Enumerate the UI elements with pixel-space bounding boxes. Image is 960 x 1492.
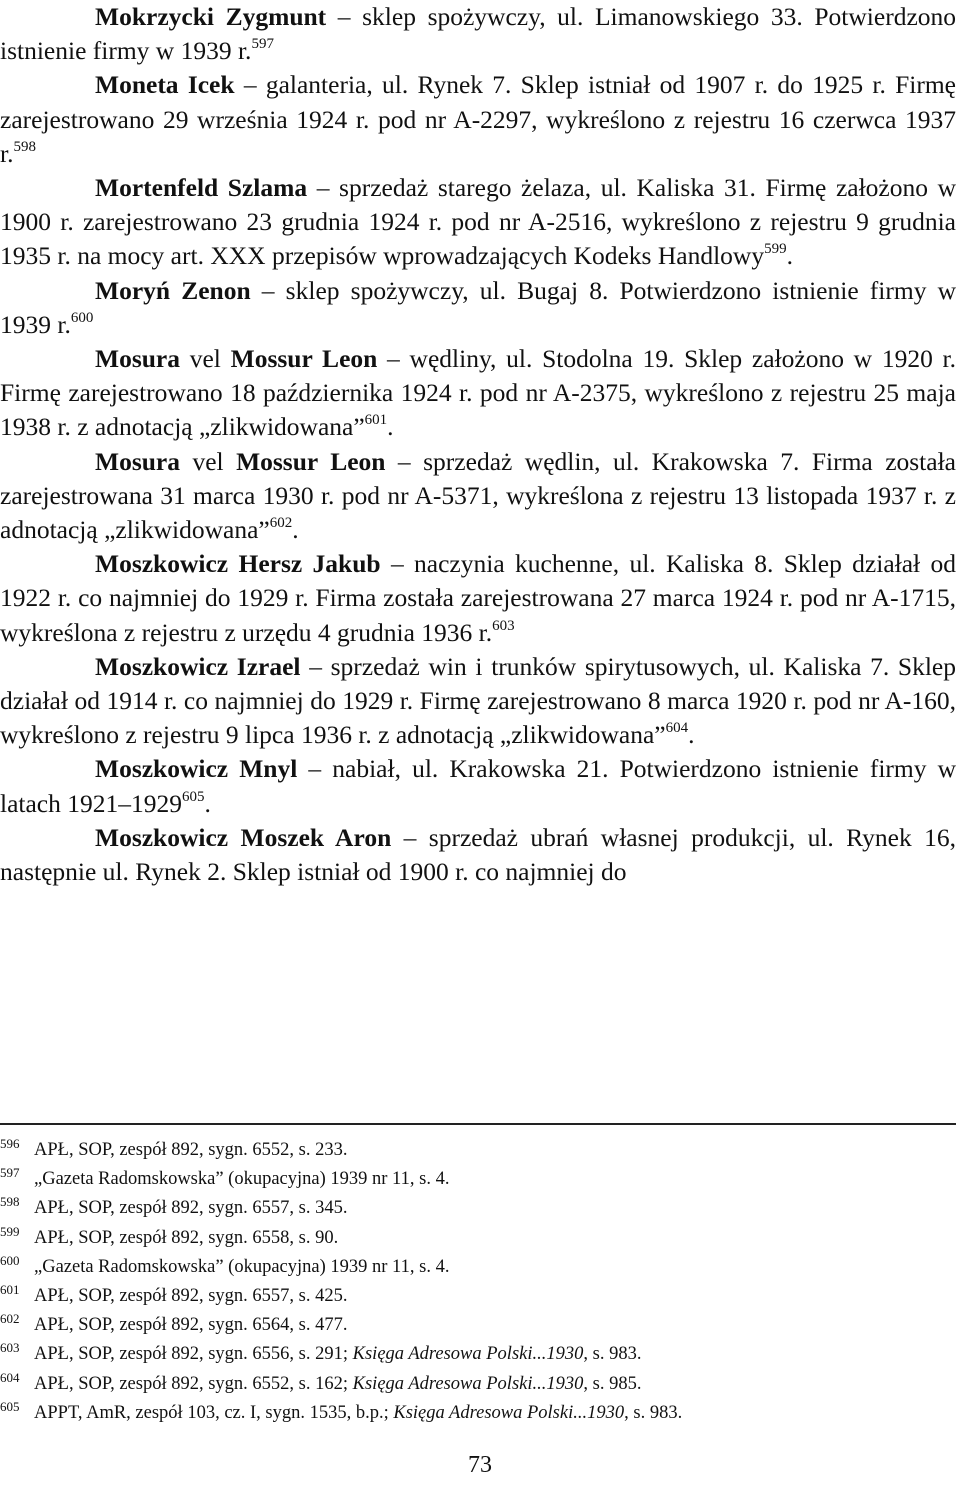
- footnote: 603 APŁ, SOP, zespół 892, sygn. 6556, s. 291; Księga Adresowa Polski...1930, s. 983.: [0, 1340, 642, 1365]
- footnotes: [0, 1136, 956, 1428]
- entry-moneta: [0, 68, 956, 171]
- entry-name: Mortenfeld Szlama: [95, 173, 308, 203]
- entry-text: – nabiał, ul. Krakowska 21. Potwierdzono istnienie firmy w latach 1921–1929: [0, 754, 957, 818]
- entry-end: .: [292, 515, 299, 545]
- footnote: 601 APŁ, SOP, zespół 892, sygn. 6557, s. 425.: [0, 1282, 348, 1307]
- footnote: 604 APŁ, SOP, zespół 892, sygn. 6552, s. 162; Księga Adresowa Polski...1930, s. 985.: [0, 1369, 642, 1394]
- entry-text: – sprzedaż wędlin, ul. Krakowska 7. Firma została zarejestrowana 31 marca 1930 r. pod nr A-5371, wykreślona z rejestru 13 listopada 1937 r. z adnotacją „zlikwidowana”: [0, 446, 956, 545]
- footnote-ref: 600: [70, 309, 94, 326]
- footnote-text: APŁ, SOP, zespół 892, sygn. 6558, s. 90.: [34, 1227, 339, 1248]
- footnote: 599 APŁ, SOP, zespół 892, sygn. 6558, s. 90.: [0, 1223, 339, 1248]
- footnote-ref: 604: [665, 720, 689, 737]
- footnote-text: APŁ, SOP, zespół 892, sygn. 6557, s. 345.: [34, 1198, 348, 1219]
- entry-moszkowicz-izrael: [0, 650, 956, 753]
- entry-end: .: [204, 788, 211, 818]
- entry-name: Mosura: [95, 446, 180, 476]
- entry-mortenfeld: [0, 171, 956, 274]
- footnote-text: APŁ, SOP, zespół 892, sygn. 6552, s. 162;: [34, 1373, 353, 1394]
- entry-name-alt: Mossur Leon: [230, 344, 378, 374]
- footnote-ref: 599: [764, 241, 787, 258]
- footnote-divider: [0, 1123, 956, 1125]
- footnote-ref: 601: [364, 412, 388, 429]
- footnote-title: Księga Adresowa Polski...1930: [352, 1344, 584, 1365]
- footnote: 602 APŁ, SOP, zespół 892, sygn. 6564, s. 477.: [0, 1311, 348, 1336]
- entry-moszkowicz-hersz: [0, 547, 956, 650]
- footnote-ref: 602: [269, 515, 293, 532]
- entry-name: Moryń Zenon: [95, 275, 251, 305]
- entry-moszkowicz-moszek: [0, 821, 956, 889]
- entry-end: .: [786, 241, 793, 271]
- entry-name: Mosura: [95, 344, 180, 374]
- entry-end: .: [387, 412, 394, 442]
- footnote: 600 „Gazeta Radomskowska” (okupacyjna) 1939 nr 11, s. 4.: [0, 1252, 450, 1277]
- footnote-text: „Gazeta Radomskowska” (okupacyjna) 1939 nr 11, s. 4.: [34, 1256, 450, 1277]
- footnote: 605 APPT, AmR, zespół 103, cz. I, sygn. 1535, b.p.; Księga Adresowa Polski...1930, s. 983.: [0, 1398, 683, 1423]
- entry-mosura-2: [0, 445, 956, 548]
- footnote-ref: 603: [492, 617, 515, 634]
- entry-moryn: [0, 274, 956, 342]
- footnote-title: Księga Adresowa Polski...1930: [352, 1373, 584, 1394]
- entry-name: Mokrzycki Zygmunt: [95, 2, 327, 31]
- footnote-text: APPT, AmR, zespół 103, cz. I, sygn. 1535, b.p.;: [34, 1402, 394, 1423]
- footnote-text: APŁ, SOP, zespół 892, sygn. 6564, s. 477.: [34, 1315, 348, 1336]
- footnote-ref: 605: [182, 788, 205, 805]
- footnote: 596 APŁ, SOP, zespół 892, sygn. 6552, s. 233.: [0, 1136, 348, 1160]
- entry-text: – sprzedaż win i trunków spirytusowych, ul. Kaliska 7. Sklep działał od 1914 r. co najmniej do 1929 r. Firmę zarejestrowano 8 marca 1920 r. pod nr A-160, wykreślono z rejestru 9 lipca 1936 r. z adnotacją „zlikwidowana”: [0, 651, 957, 750]
- entry-name: Moneta Icek: [95, 70, 235, 100]
- footnote-ref: 598: [13, 138, 36, 155]
- entry-mosura-1: [0, 342, 956, 445]
- entry-name: Moszkowicz Mnyl: [95, 754, 298, 784]
- footnote-text-end: , s. 983.: [583, 1344, 642, 1365]
- footnote-text: APŁ, SOP, zespół 892, sygn. 6557, s. 425.: [34, 1286, 348, 1307]
- footnote-title: Księga Adresowa Polski...1930: [393, 1402, 625, 1423]
- entry-vel: vel: [180, 344, 231, 374]
- entry-vel: vel: [180, 446, 237, 476]
- footnote-ref: 597: [251, 36, 274, 53]
- entry-text: – sprzedaż ubrań własnej produkcji, ul. Rynek 16, następnie ul. Rynek 2. Sklep istniał od 1900 r. co najmniej do: [0, 822, 956, 887]
- page-number: 73: [468, 1452, 492, 1478]
- entry-name: Moszkowicz Moszek Aron: [95, 822, 392, 852]
- footnote-text: APŁ, SOP, zespół 892, sygn. 6556, s. 291;: [34, 1344, 353, 1365]
- footnote-text: „Gazeta Radomskowska” (okupacyjna) 1939 nr 11, s. 4.: [34, 1169, 450, 1190]
- entry-text: – sprzedaż starego żelaza, ul. Kaliska 31. Firmę założono w 1900 r. zarejestrowano 23 grudnia 1924 r. pod nr A-2516, wykreślono z rejestru 9 grudnia 1935 r. na mocy art. XXX przepisów wprowadzających Kodeks Handlowy: [0, 173, 956, 271]
- entry-text: – galanteria, ul. Rynek 7. Sklep istniał od 1907 r. do 1925 r. Firmę zarejestrowano 29 września 1924 r. pod nr A-2297, wykreślono z rejestru 16 czerwca 1937 r.: [0, 70, 956, 168]
- entry-text: – sklep spożywczy, ul. Limanowskiego 33. Potwierdzono istnienie firmy w 1939 r.: [0, 2, 957, 66]
- entry-text: – wędliny, ul. Stodolna 19. Sklep założono w 1920 r. Firmę zarejestrowano 18 października 1924 r. pod nr A-2375, wykreślono z rejestru 25 maja 1938 r. z adnotacją „zlikwidowana”: [0, 344, 957, 442]
- entry-text: – naczynia kuchenne, ul. Kaliska 8. Sklep działał od 1922 r. co najmniej do 1929 r. Firma została zarejestrowana 27 marca 1924 r. pod nr A-1715, wykreślona z rejestru z urzędu 4 grudnia 1936 r.: [0, 549, 956, 647]
- footnote-text-end: , s. 983.: [624, 1402, 683, 1423]
- entry-name: Moszkowicz Hersz Jakub: [95, 549, 381, 579]
- footnote: 597 „Gazeta Radomskowska” (okupacyjna) 1939 nr 11, s. 4.: [0, 1165, 450, 1190]
- entry-name: Moszkowicz Izrael: [95, 651, 301, 681]
- footnote-text-end: , s. 985.: [583, 1373, 642, 1394]
- footnote: 598 APŁ, SOP, zespół 892, sygn. 6557, s. 345.: [0, 1194, 348, 1219]
- entry-end: .: [688, 720, 695, 750]
- entry-text: – sklep spożywczy, ul. Bugaj 8. Potwierdzono istnienie firmy w 1939 r.: [0, 275, 956, 339]
- entry-moszkowicz-mnyl: [0, 752, 956, 820]
- entry-mokrzycki: [0, 0, 956, 68]
- footnote-text: APŁ, SOP, zespół 892, sygn. 6552, s. 233.: [34, 1140, 348, 1160]
- entry-name-alt: Mossur Leon: [236, 446, 386, 476]
